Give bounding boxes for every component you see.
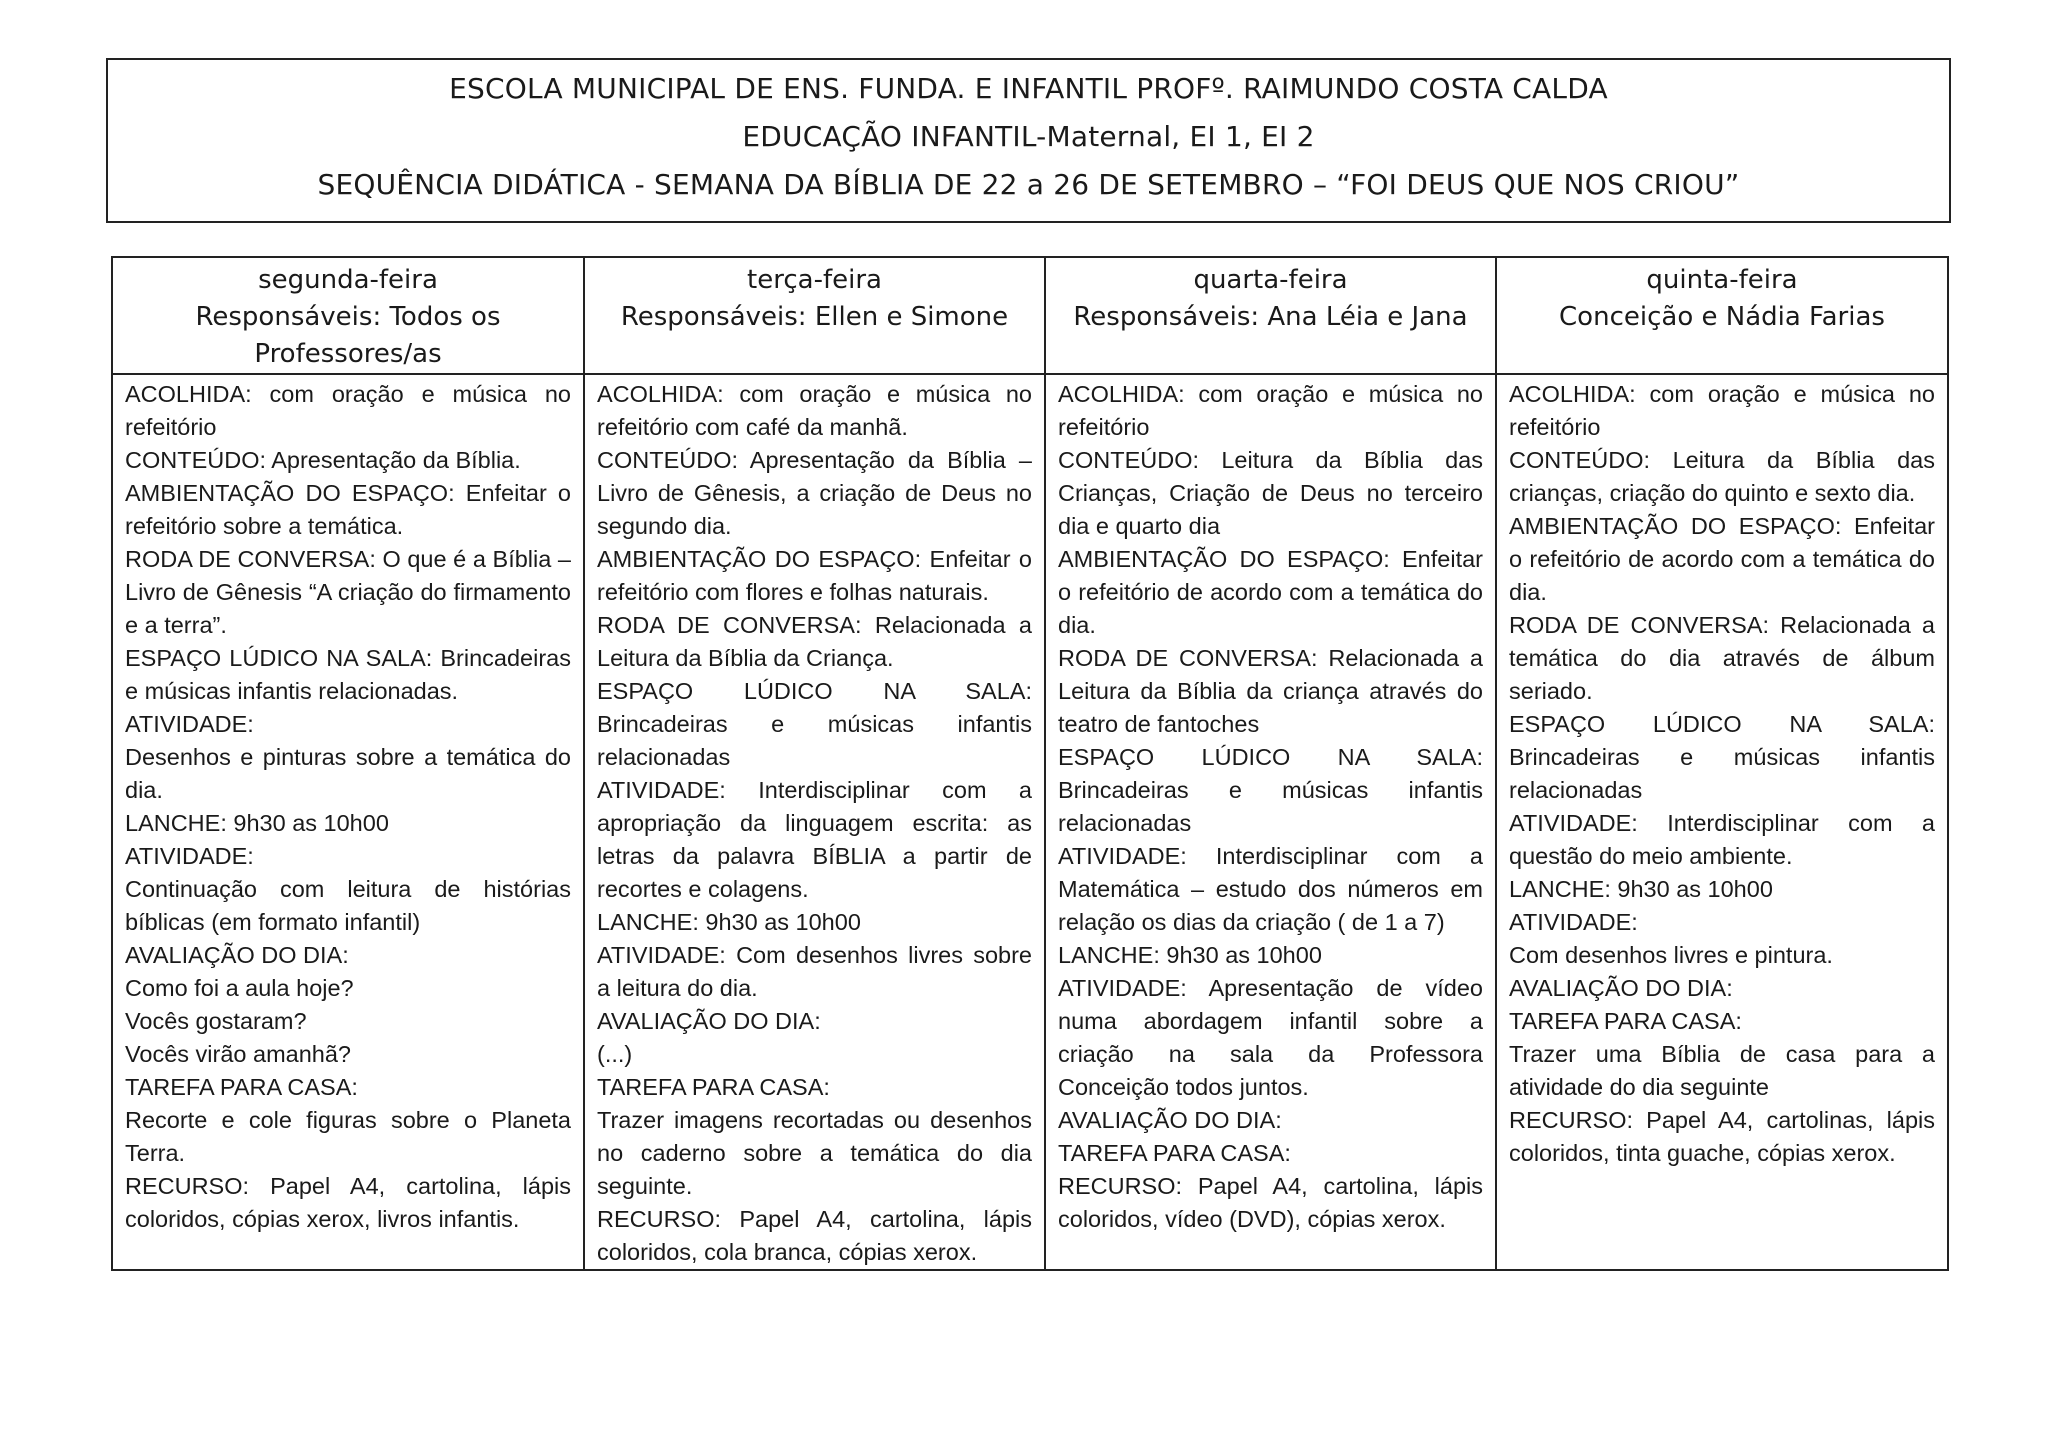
- plan-entry: ATIVIDADE: Interdisciplinar com a apropriação da linguagem escrita: as letras da palavra BÍBLIA a partir de recortes e colagens.: [597, 777, 1032, 902]
- plan-entry: ESPAÇO LÚDICO NA SALA: Brincadeiras e músicas infantis relacionadas: [1509, 711, 1935, 803]
- day-responsible: Responsáveis: Todos os Professores/as: [195, 302, 501, 369]
- plan-entry: RECURSO: Papel A4, cartolina, lápis coloridos, cola branca, cópias xerox.: [597, 1206, 1032, 1265]
- plan-entry: RECURSO: Papel A4, cartolina, lápis coloridos, vídeo (DVD), cópias xerox.: [1058, 1173, 1483, 1232]
- plan-entry: AVALIAÇÃO DO DIA:: [125, 942, 349, 968]
- plan-entry: AMBIENTAÇÃO DO ESPAÇO: Enfeitar o refeitório sobre a temática.: [125, 480, 571, 539]
- plan-entry: AVALIAÇÃO DO DIA:: [1509, 975, 1733, 1001]
- plan-entry: RODA DE CONVERSA: O que é a Bíblia – Livro de Gênesis “A criação do firmamento e a terra”.: [125, 546, 571, 638]
- day-name: quarta-feira: [1193, 265, 1348, 295]
- plan-entry: Trazer uma Bíblia de casa para a atividade do dia seguinte: [1509, 1041, 1935, 1100]
- plan-entry: TAREFA PARA CASA:: [597, 1074, 830, 1100]
- plan-entry: RECURSO: Papel A4, cartolina, lápis coloridos, cópias xerox, livros infantis.: [125, 1173, 571, 1232]
- plan-entry: Vocês gostaram?: [125, 1008, 307, 1034]
- plan-entry: ATIVIDADE:: [1509, 909, 1638, 935]
- plan-entry: Trazer imagens recortadas ou desenhos no caderno sobre a temática do dia seguinte.: [597, 1107, 1032, 1199]
- plan-entry: Como foi a aula hoje?: [125, 975, 354, 1001]
- plan-entry: RODA DE CONVERSA: Relacionada a temática do dia através de álbum seriado.: [1509, 612, 1935, 704]
- day-name: terça-feira: [747, 265, 882, 295]
- plan-entry: CONTEÚDO: Leitura da Bíblia das Crianças, Criação de Deus no terceiro dia e quarto dia: [1058, 447, 1483, 539]
- sequence-title: SEQUÊNCIA DIDÁTICA - SEMANA DA BÍBLIA DE 22 a 26 DE SETEMBRO – “FOI DEUS QUE NOS CRIOU”: [317, 168, 1740, 201]
- day-header-tuesday: [584, 257, 1045, 374]
- day-header-monday: [112, 257, 584, 374]
- plan-entry: RODA DE CONVERSA: Relacionada a Leitura da Bíblia da Criança.: [597, 612, 1032, 671]
- plan-entry: ESPAÇO LÚDICO NA SALA: Brincadeiras e músicas infantis relacionadas.: [125, 645, 571, 704]
- plan-entry: CONTEÚDO: Apresentação da Bíblia – Livro de Gênesis, a criação de Deus no segundo dia.: [597, 447, 1032, 539]
- plan-entry: Vocês virão amanhã?: [125, 1041, 352, 1067]
- plan-entry: AMBIENTAÇÃO DO ESPAÇO: Enfeitar o refeitório com flores e folhas naturais.: [597, 546, 1032, 605]
- day-name: quinta-feira: [1646, 265, 1798, 295]
- weekly-plan-table: [111, 256, 1949, 1271]
- plan-entry: ESPAÇO LÚDICO NA SALA: Brincadeiras e músicas infantis relacionadas: [597, 678, 1032, 770]
- plan-entry: RECURSO: Papel A4, cartolinas, lápis coloridos, tinta guache, cópias xerox.: [1509, 1107, 1935, 1166]
- plan-entry: CONTEÚDO: Leitura da Bíblia das crianças, criação do quinto e sexto dia.: [1509, 447, 1935, 506]
- plan-entry: LANCHE: 9h30 as 10h00: [1058, 942, 1322, 968]
- day-header-thursday: [1496, 257, 1948, 374]
- plan-entry: ACOLHIDA: com oração e música no refeitório: [125, 381, 571, 440]
- school-name: ESCOLA MUNICIPAL DE ENS. FUNDA. E INFANTIL PROFº. RAIMUNDO COSTA CALDA: [449, 72, 1608, 105]
- plan-entry: ATIVIDADE: Interdisciplinar com a questão do meio ambiente.: [1509, 810, 1935, 869]
- plan-entry: ESPAÇO LÚDICO NA SALA: Brincadeiras e músicas infantis relacionadas: [1058, 744, 1483, 836]
- plan-entry: (...): [597, 1041, 633, 1067]
- day-content-monday: [112, 374, 584, 1270]
- plan-entry: ACOLHIDA: com oração e música no refeitório com café da manhã.: [597, 381, 1032, 440]
- plan-entry: AVALIAÇÃO DO DIA:: [597, 1008, 821, 1034]
- day-content-row: [112, 374, 1948, 1270]
- plan-entry: Recorte e cole figuras sobre o Planeta Terra.: [125, 1107, 571, 1166]
- day-name: segunda-feira: [258, 265, 438, 295]
- plan-entry: Desenhos e pinturas sobre a temática do dia.: [125, 744, 571, 803]
- plan-entry: CONTEÚDO: Apresentação da Bíblia.: [125, 447, 521, 473]
- day-responsible: Conceição e Nádia Farias: [1559, 302, 1885, 332]
- document-header: [106, 58, 1951, 223]
- day-content-wednesday: [1045, 374, 1496, 1270]
- plan-entry: ACOLHIDA: com oração e música no refeitório: [1058, 381, 1483, 440]
- plan-entry: LANCHE: 9h30 as 10h00: [125, 810, 389, 836]
- day-responsible: Responsáveis: Ellen e Simone: [620, 302, 1009, 332]
- plan-entry: Continuação com leitura de histórias bíblicas (em formato infantil): [125, 876, 571, 935]
- plan-entry: AVALIAÇÃO DO DIA:: [1058, 1107, 1282, 1133]
- day-header-wednesday: [1045, 257, 1496, 374]
- day-header-row: [112, 257, 1948, 374]
- plan-entry: ATIVIDADE: Interdisciplinar com a Matemática – estudo dos números em relação os dias da criação ( de 1 a 7): [1058, 843, 1483, 935]
- plan-entry: TAREFA PARA CASA:: [125, 1074, 358, 1100]
- plan-entry: LANCHE: 9h30 as 10h00: [1509, 876, 1773, 902]
- day-responsible: Responsáveis: Ana Léia e Jana: [1073, 302, 1468, 332]
- plan-entry: ATIVIDADE:: [125, 711, 254, 737]
- day-content-tuesday: [584, 374, 1045, 1270]
- plan-entry: LANCHE: 9h30 as 10h00: [597, 909, 861, 935]
- plan-entry: ATIVIDADE: Com desenhos livres sobre a leitura do dia.: [597, 942, 1032, 1001]
- plan-entry: AMBIENTAÇÃO DO ESPAÇO: Enfeitar o refeitório de acordo com a temática do dia.: [1509, 513, 1935, 605]
- plan-entry: RODA DE CONVERSA: Relacionada a Leitura da Bíblia da criança através do teatro de fantoches: [1058, 645, 1483, 737]
- day-content-thursday: [1496, 374, 1948, 1270]
- plan-entry: ATIVIDADE:: [125, 843, 254, 869]
- plan-entry: TAREFA PARA CASA:: [1509, 1008, 1742, 1034]
- plan-entry: ATIVIDADE: Apresentação de vídeo numa abordagem infantil sobre a criação na sala da Professora Conceição todos juntos.: [1058, 975, 1483, 1100]
- plan-entry: Com desenhos livres e pintura.: [1509, 942, 1833, 968]
- plan-entry: AMBIENTAÇÃO DO ESPAÇO: Enfeitar o refeitório de acordo com a temática do dia.: [1058, 546, 1483, 638]
- plan-entry: ACOLHIDA: com oração e música no refeitório: [1509, 381, 1935, 440]
- plan-entry: TAREFA PARA CASA:: [1058, 1140, 1291, 1166]
- education-level: EDUCAÇÃO INFANTIL-Maternal, EI 1, EI 2: [742, 120, 1315, 153]
